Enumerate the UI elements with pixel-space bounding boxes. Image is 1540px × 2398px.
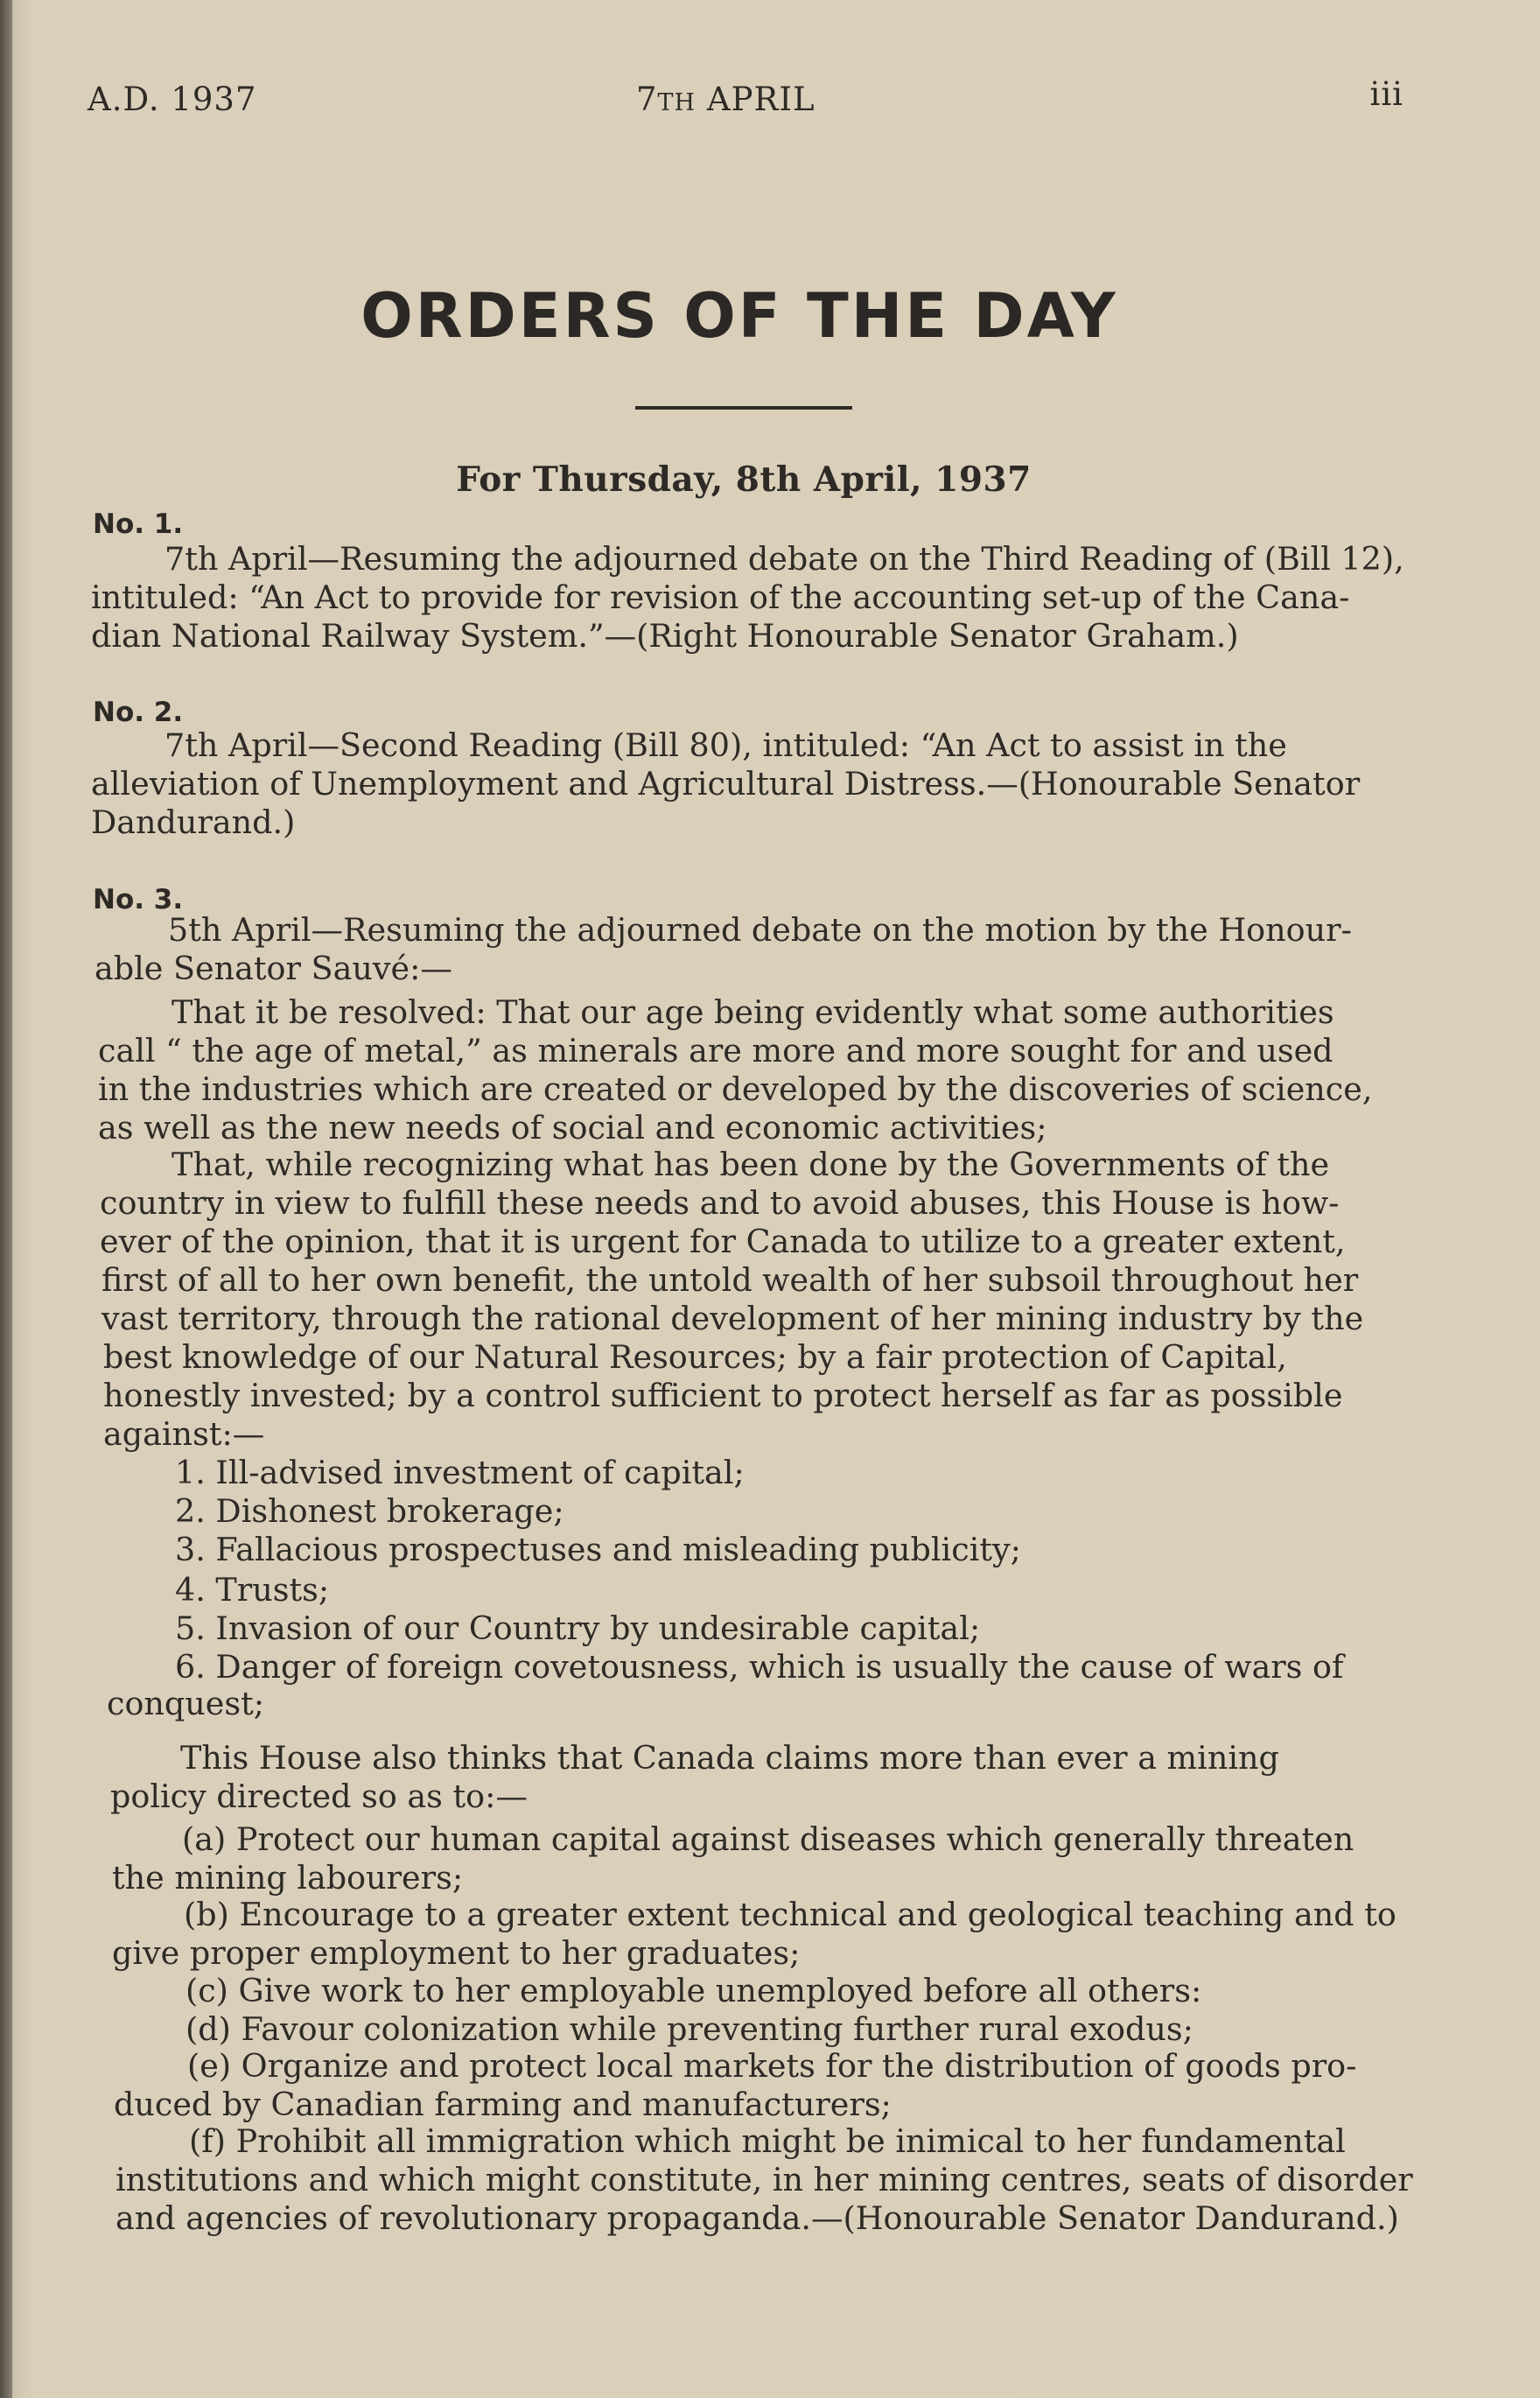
item-3-line: That, while recognizing what has been done by the Governments of the [172,1146,1330,1183]
item-number-1: No. 1. [93,508,184,540]
header-date [636,81,816,118]
item-3-line: honestly invested; by a control sufficient to protect herself as far as possible [103,1377,1343,1414]
item-3-line: and agencies of revolutionary propaganda.—(Honourable Senator Dandurand.) [116,2199,1399,2237]
date-subtitle: For Thursday, 8th April, 1937 [456,459,1032,500]
item-3-line: the mining labourers; [112,1859,464,1897]
item-3-list-line: (e) Organize and protect local markets for the distribution of goods pro- [187,2047,1357,2085]
item-1-line: dian National Railway System.”—(Right Honourable Senator Graham.) [91,617,1239,655]
item-3-list-line: (d) Favour colonization while preventing further rural exodus; [186,2010,1194,2048]
item-3-line: give proper employment to her graduates; [112,1934,801,1972]
header-year: A.D. 1937 [88,81,257,118]
item-3-list-line: (f) Prohibit all immigration which might be inimical to her fundamental [189,2122,1346,2160]
item-1-line: intituled: “An Act to provide for revision of the accounting set-up of the Cana- [91,578,1350,616]
item-3-line: ever of the opinion, that it is urgent for Canada to utilize to a greater extent, [100,1223,1346,1260]
item-3-line: 5th April—Resuming the adjourned debate on the motion by the Honour- [168,911,1352,949]
item-3-list-line: (b) Encourage to a greater extent technical and geological teaching and to [184,1896,1396,1933]
item-3-line: against:— [103,1415,265,1453]
item-2-line: alleviation of Unemployment and Agricultural Distress.—(Honourable Senator [91,765,1361,803]
header-page-number: iii [1369,75,1404,113]
item-3-list-line: 5. Invasion of our Country by undesirable capital; [175,1609,981,1647]
item-3-list-line: 3. Fallacious prospectuses and misleading publicity; [175,1531,1021,1568]
item-3-line: This House also thinks that Canada claims more than ever a mining [180,1739,1279,1777]
item-1-line: 7th April—Resuming the adjourned debate on the Third Reading of (Bill 12), [164,540,1404,578]
item-3-line: policy directed so as to:— [110,1777,528,1815]
item-2-line: Dandurand.) [91,803,296,841]
item-3-list-line: (c) Give work to her employable unemployed before all others: [186,1972,1202,2009]
item-3-list-line: 4. Trusts; [175,1571,330,1609]
title-rule-divider [635,406,852,410]
running-head [88,75,1404,124]
item-3-line: vast territory, through the rational development of her mining industry by the [102,1300,1364,1337]
item-number-3: No. 3. [93,884,184,915]
item-3-line: duced by Canadian farming and manufacturers; [114,2086,892,2123]
item-2-line: 7th April—Second Reading (Bill 80), intituled: “An Act to assist in the [164,726,1287,764]
item-3-line: conquest; [107,1685,265,1722]
item-3-line: in the industries which are created or developed by the discoveries of science, [98,1070,1373,1108]
item-3-list-line: 6. Danger of foreign covetousness, which is usually the cause of wars of [175,1648,1344,1686]
item-3-line: That it be resolved: That our age being evidently what some authorities [172,993,1334,1031]
item-3-list-line: 2. Dishonest brokerage; [175,1492,564,1530]
item-3-line: call “ the age of metal,” as minerals are more and more sought for and used [98,1032,1334,1069]
item-3-list-line: 1. Ill-advised investment of capital; [175,1454,745,1491]
item-3-line: first of all to her own benefit, the untold wealth of her subsoil throughout her [102,1261,1359,1299]
header-date-day: 7 [636,81,658,118]
item-3-line: institutions and which might constitute, in her mining centres, seats of disorder [116,2161,1413,2198]
header-date-month: APRIL [706,81,816,118]
item-3-line: country in view to fulfill these needs and to avoid abuses, this House is how- [100,1184,1340,1222]
item-3-list-line: (a) Protect our human capital against diseases which generally threaten [182,1820,1354,1858]
item-3-line: best knowledge of our Natural Resources; by a fair protection of Capital, [103,1338,1287,1376]
page-title: ORDERS OF THE DAY [360,280,1118,352]
item-number-2: No. 2. [93,697,184,728]
header-date-suffix: TH [657,89,696,116]
item-3-line: able Senator Sauvé:— [94,950,452,987]
book-spine-edge [0,0,12,2398]
item-3-line: as well as the new needs of social and economic activities; [98,1109,1047,1146]
